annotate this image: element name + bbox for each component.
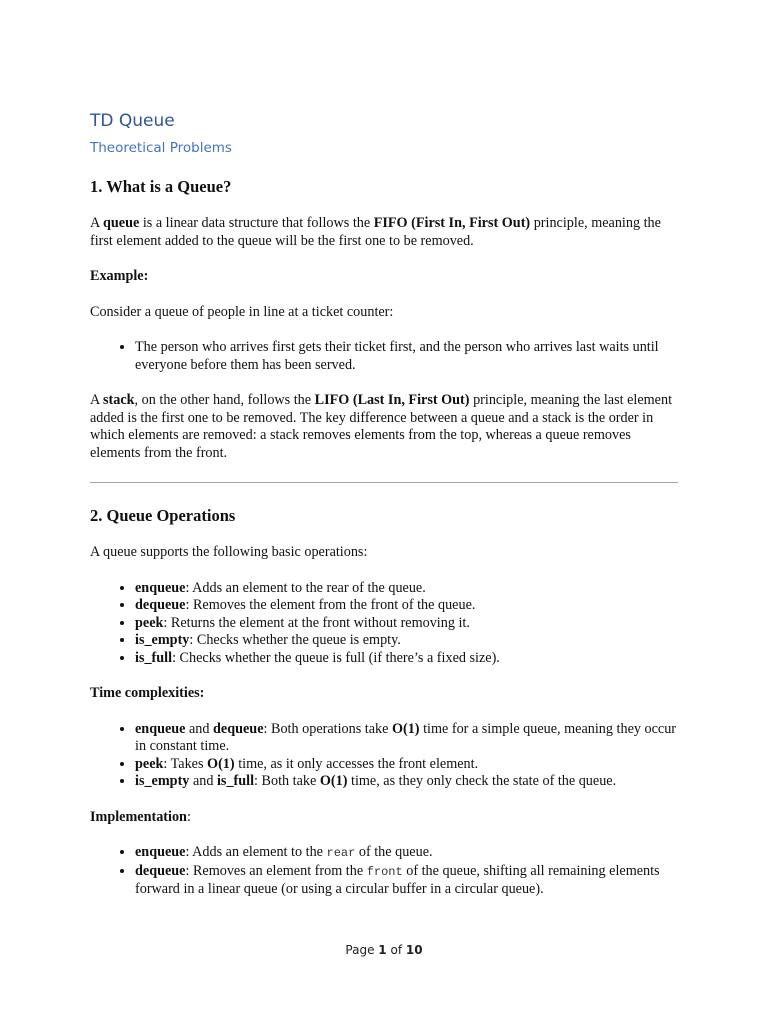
op-term: dequeue (135, 597, 186, 613)
example-list (90, 339, 678, 374)
list-item (135, 650, 678, 668)
code-rear: rear (326, 846, 356, 860)
list-item (135, 844, 678, 863)
total-pages: 10 (405, 943, 423, 957)
text: : Adds an element to the (185, 844, 327, 860)
term-lifo: LIFO (Last In, First Out) (314, 392, 470, 408)
term-queue: queue (103, 215, 140, 231)
stack-comparison-paragraph (90, 392, 678, 462)
document-title: TD Queue (90, 111, 175, 131)
text: time, as it only accesses the front element. (234, 755, 479, 772)
queue-definition-paragraph (90, 215, 678, 250)
op-desc: : Checks whether the queue is empty. (189, 632, 401, 648)
op-desc: : Checks whether the queue is full (if there’s a fixed size). (172, 649, 500, 666)
list-item: • The person who arrives first gets their ticket first, and the person who arrives last waits until everyone before them has been served. (135, 339, 678, 374)
text: : (186, 808, 191, 825)
op-term: is_empty (135, 632, 190, 648)
term-stack: stack (103, 392, 135, 408)
text: : Both operations take (263, 720, 392, 737)
term: enqueue (135, 844, 186, 860)
term: dequeue (213, 720, 264, 737)
term: is_full (216, 773, 255, 789)
term: is_empty (135, 773, 190, 789)
list-item (135, 721, 678, 756)
section-divider (90, 482, 678, 483)
text: time for a simple queue, meaning they occur in constant time. (135, 720, 677, 754)
op-term: peek (135, 614, 164, 631)
current-page: 1 (378, 943, 387, 957)
time-complexities-label (90, 685, 678, 703)
text: Page (345, 943, 379, 957)
text: of the queue, shifting all remaining elements forward in a linear queue (or using a circular buffer in a circular queue). (135, 862, 660, 897)
list-item (135, 615, 678, 633)
document-body (90, 176, 678, 917)
text: A (90, 215, 104, 231)
text: time, as they only check the state of the queue. (347, 773, 617, 789)
implementation-list (90, 844, 678, 899)
page-number (0, 943, 768, 957)
list-item (135, 756, 678, 774)
complexity: O(1) (391, 720, 420, 737)
text: , on the other hand, follows the (134, 392, 315, 408)
complexity: O(1) (207, 755, 235, 772)
operations-list (90, 580, 678, 668)
text: is a linear data structure that follows the (139, 215, 374, 231)
text: principle, meaning the last element added is the first one to be removed. The key difference between a queue and a stack is the order in which elements are removed: a stack removes elements from the top, whereas a queue removes elements from the front. (90, 392, 673, 461)
text: : Removes an element from the (185, 862, 367, 879)
example-label-text: Example: (90, 268, 149, 284)
text: and (185, 720, 214, 737)
text: of (386, 943, 406, 957)
list-item (135, 580, 678, 598)
implementation-label (90, 809, 678, 827)
term-fifo: FIFO (First In, First Out) (373, 215, 531, 231)
op-desc: : Returns the element at the front without removing it. (163, 614, 470, 631)
section-1-heading: 1. What is a Queue? (90, 177, 232, 196)
example-text: Consider a queue of people in line at a ticket counter: (90, 303, 394, 320)
text: : Takes (163, 755, 208, 772)
document-subtitle: Theoretical Problems (90, 140, 232, 156)
time-complexities-list (90, 721, 678, 791)
text: A (90, 392, 104, 408)
text: of the queue. (355, 844, 433, 860)
op-desc: : Removes the element from the front of the queue. (185, 597, 476, 613)
time-complexities-label-text: Time complexities: (90, 685, 205, 701)
example-label (90, 268, 678, 286)
text: : Both take (254, 773, 320, 789)
operations-intro: A queue supports the following basic operations: (90, 544, 368, 560)
term: dequeue (135, 862, 186, 879)
term: peek (135, 755, 164, 772)
implementation-label-text: Implementation (90, 808, 187, 825)
op-desc: : Adds an element to the rear of the queue. (185, 579, 426, 596)
code-front: front (366, 864, 403, 879)
section-2-heading: 2. Queue Operations (90, 506, 236, 525)
list-item (135, 863, 678, 899)
list-item (135, 632, 678, 650)
list-item (135, 773, 678, 791)
text: principle, meaning the first element added to the queue will be the first one to be removed. (90, 215, 661, 249)
op-term: enqueue (135, 579, 186, 596)
text: and (189, 773, 217, 789)
list-item (135, 597, 678, 615)
term: enqueue (135, 720, 186, 737)
complexity: O(1) (319, 773, 348, 789)
op-term: is_full (135, 649, 173, 666)
